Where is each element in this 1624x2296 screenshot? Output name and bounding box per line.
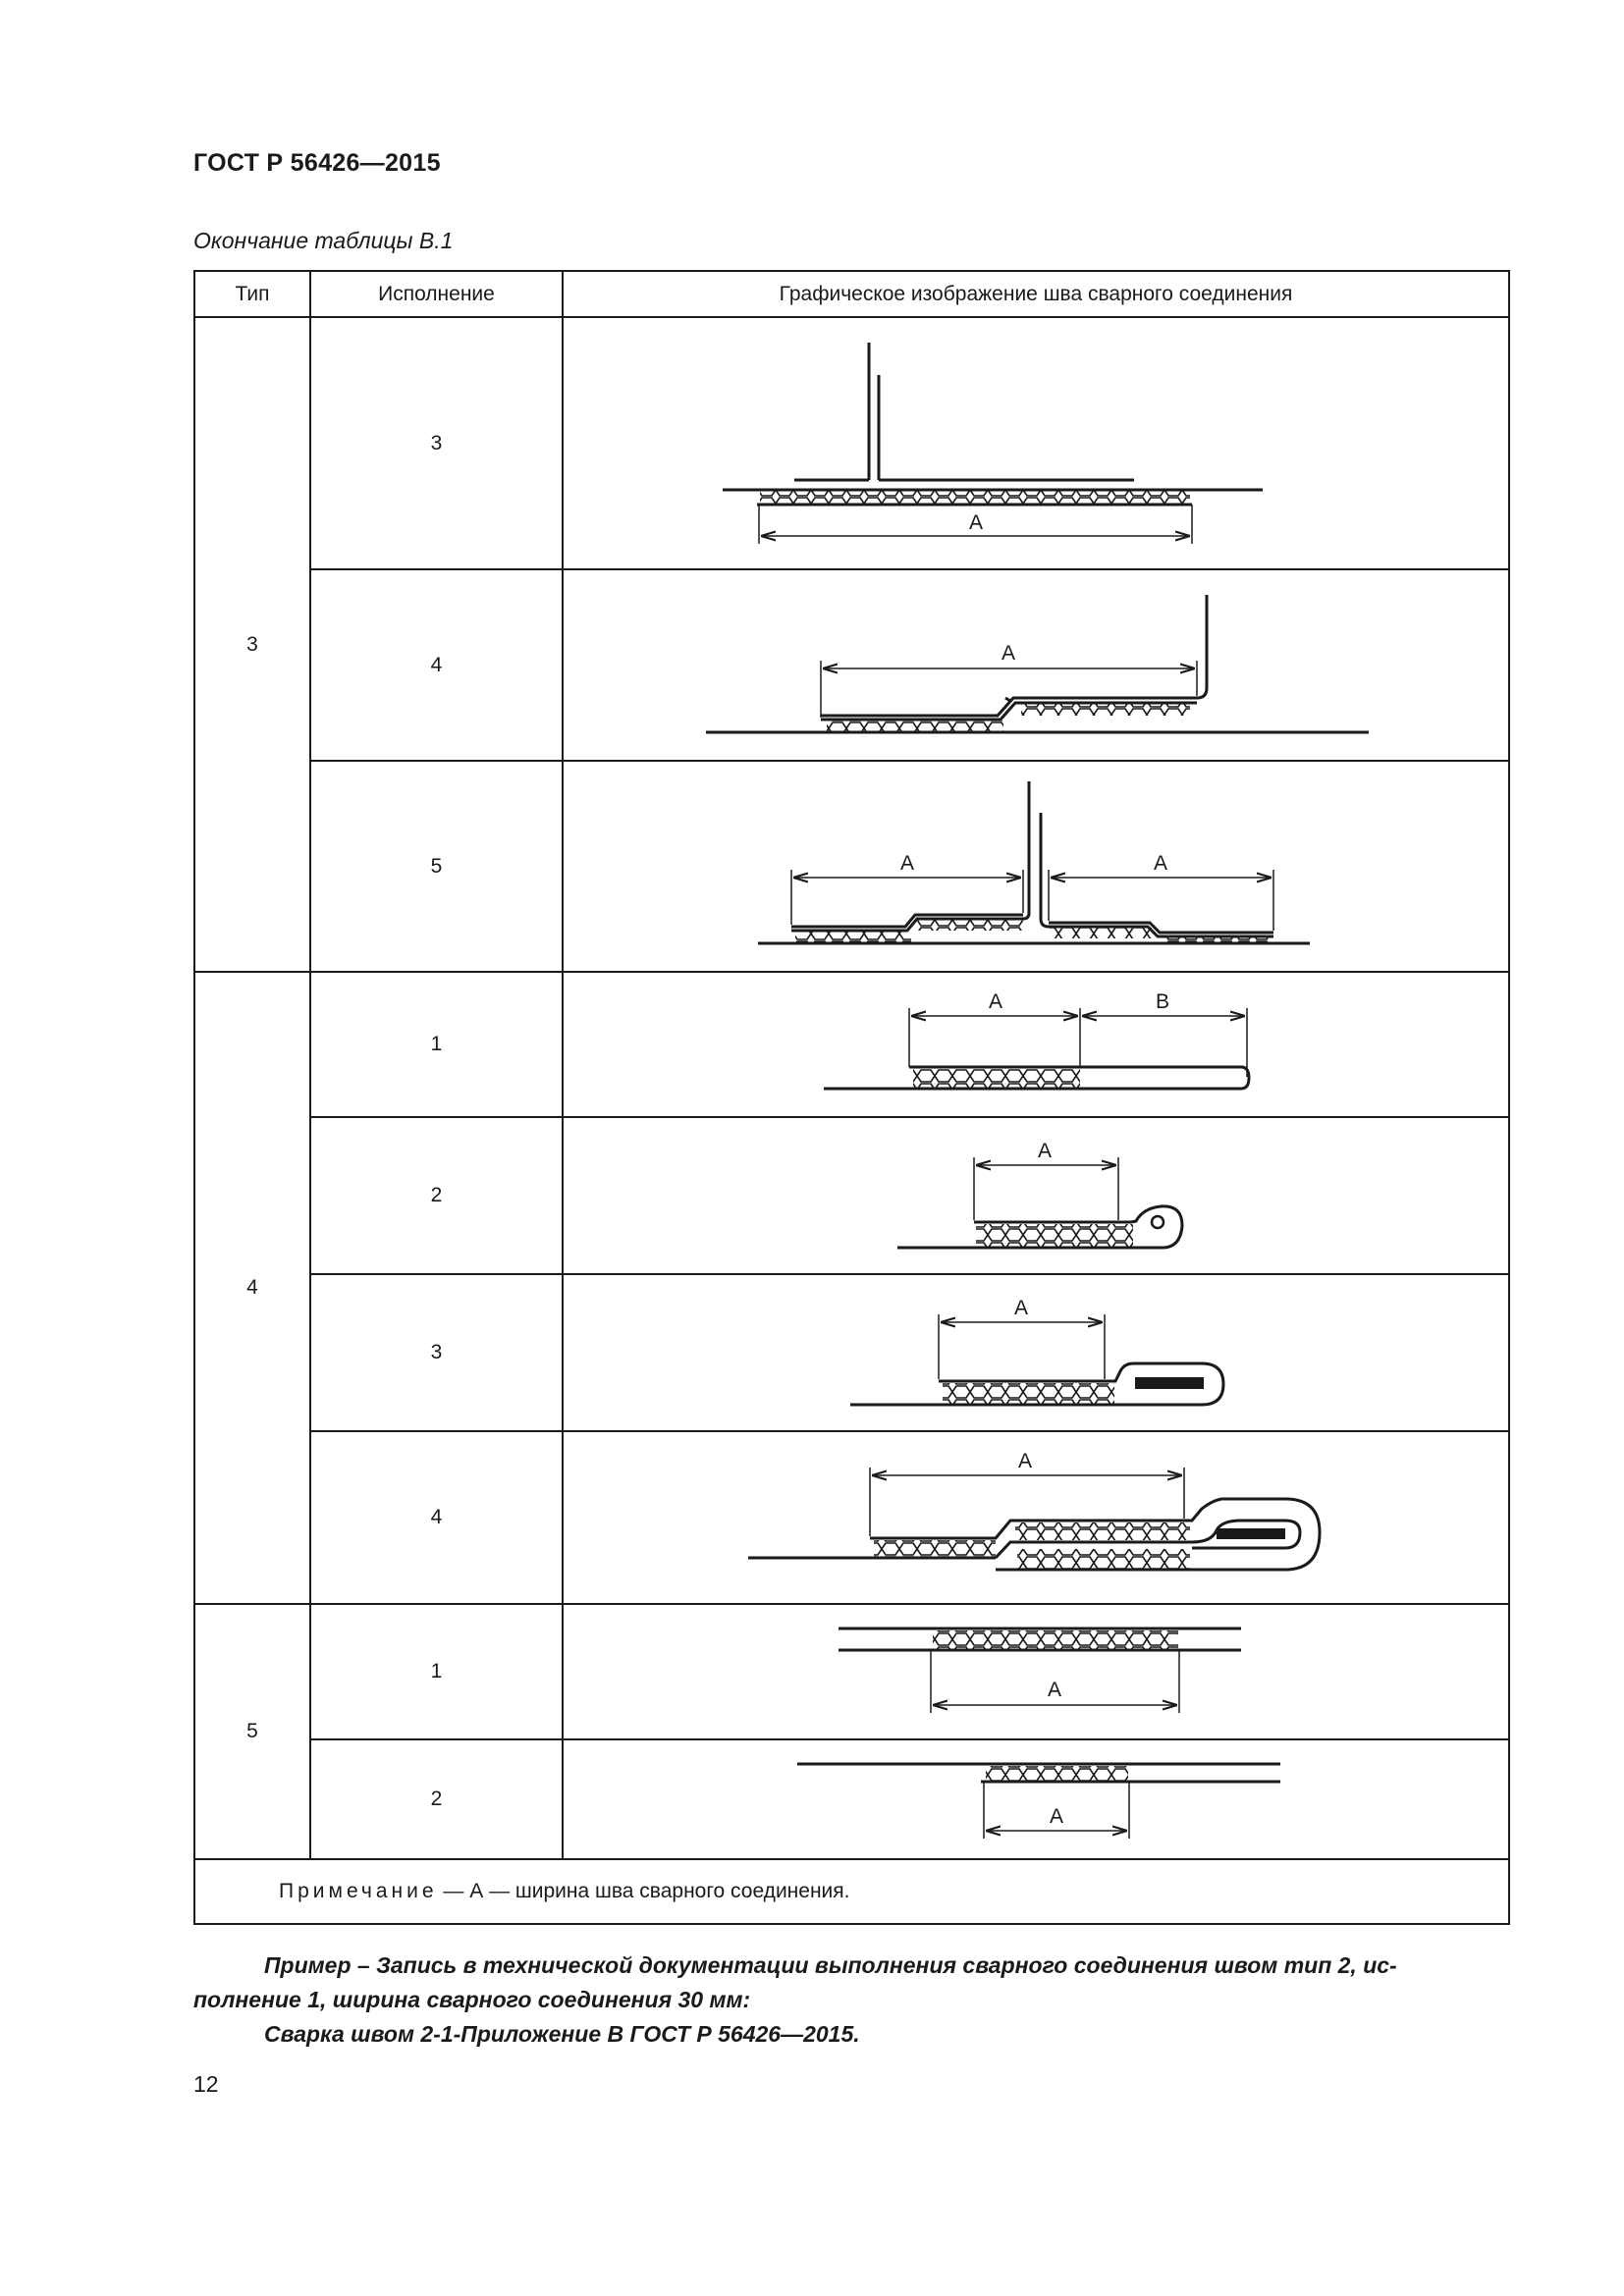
seam-diagram <box>563 1739 1509 1859</box>
dimension-label: А <box>988 990 1003 1013</box>
table-row <box>194 1117 1509 1274</box>
table-row <box>194 972 1509 1117</box>
table-note <box>194 1859 1509 1924</box>
weld-seam-table <box>193 270 1510 1925</box>
seam-drawing-4-2 <box>564 1118 1506 1273</box>
seam-diagram <box>563 1274 1509 1431</box>
dimension-label: А <box>1013 1297 1029 1319</box>
seam-drawing-3-4 <box>564 570 1506 760</box>
dimension-label: А <box>1049 1805 1064 1828</box>
table-row <box>194 1604 1509 1739</box>
dimension-label: А <box>1047 1679 1062 1701</box>
document-code: ГОСТ Р 56426—2015 <box>193 149 441 177</box>
variant-cell: 4 <box>310 569 563 761</box>
dimension-label: А <box>1037 1140 1053 1162</box>
variant-cell: 4 <box>310 1431 563 1604</box>
dimension-label: А <box>1017 1450 1033 1472</box>
seam-diagram <box>563 1117 1509 1274</box>
table-row <box>194 761 1509 972</box>
seam-drawing-4-1 <box>564 973 1506 1116</box>
seam-drawing-3-5 <box>564 762 1506 971</box>
dimension-label: В <box>1155 990 1170 1013</box>
variant-cell: 3 <box>310 317 563 569</box>
example-block <box>193 1949 1509 2052</box>
seam-drawing-5-1 <box>564 1605 1506 1738</box>
dimension-label: А <box>1001 642 1016 665</box>
example-line: полнение 1, ширина сварного соединения 30 мм: <box>193 1987 751 2012</box>
table-row <box>194 317 1509 569</box>
seam-drawing-5-2 <box>564 1740 1506 1858</box>
variant-cell: 3 <box>310 1274 563 1431</box>
column-header-variant: Исполнение <box>310 271 563 317</box>
seam-diagram <box>563 317 1509 569</box>
dimension-label: А <box>899 852 915 875</box>
note-prefix: Примечание <box>279 1880 438 1902</box>
table-row <box>194 1431 1509 1604</box>
type-cell: 4 <box>194 972 310 1604</box>
seam-diagram <box>563 761 1509 972</box>
seam-diagram <box>563 1431 1509 1604</box>
variant-cell: 2 <box>310 1739 563 1859</box>
seam-diagram <box>563 1604 1509 1739</box>
example-line: Пример – Запись в технической документации выполнения сварного соединения швом тип 2, ис- <box>264 1952 1397 1978</box>
table-row <box>194 1274 1509 1431</box>
example-designation: Сварка швом 2-1-Приложение В ГОСТ Р 56426—2015. <box>264 2021 860 2047</box>
variant-cell: 2 <box>310 1117 563 1274</box>
seam-drawing-4-3 <box>564 1275 1506 1430</box>
seam-drawing-3-3 <box>564 318 1506 568</box>
type-cell: 5 <box>194 1604 310 1859</box>
table-note-row <box>194 1859 1509 1924</box>
seam-drawing-4-4 <box>564 1432 1506 1603</box>
column-header-type: Тип <box>194 271 310 317</box>
table-caption: Окончание таблицы В.1 <box>193 228 454 253</box>
column-header-graphic: Графическое изображение шва сварного соединения <box>563 271 1509 317</box>
page-number: 12 <box>193 2071 219 2097</box>
variant-cell: 5 <box>310 761 563 972</box>
type-cell: 3 <box>194 317 310 972</box>
note-text: — А — ширина шва сварного соединения. <box>437 1880 850 1902</box>
seam-diagram <box>563 972 1509 1117</box>
dimension-label: А <box>968 511 984 534</box>
seam-diagram <box>563 569 1509 761</box>
variant-cell: 1 <box>310 972 563 1117</box>
table-header-row <box>194 271 1509 317</box>
table-row <box>194 1739 1509 1859</box>
variant-cell: 1 <box>310 1604 563 1739</box>
table-row <box>194 569 1509 761</box>
dimension-label: А <box>1153 852 1168 875</box>
